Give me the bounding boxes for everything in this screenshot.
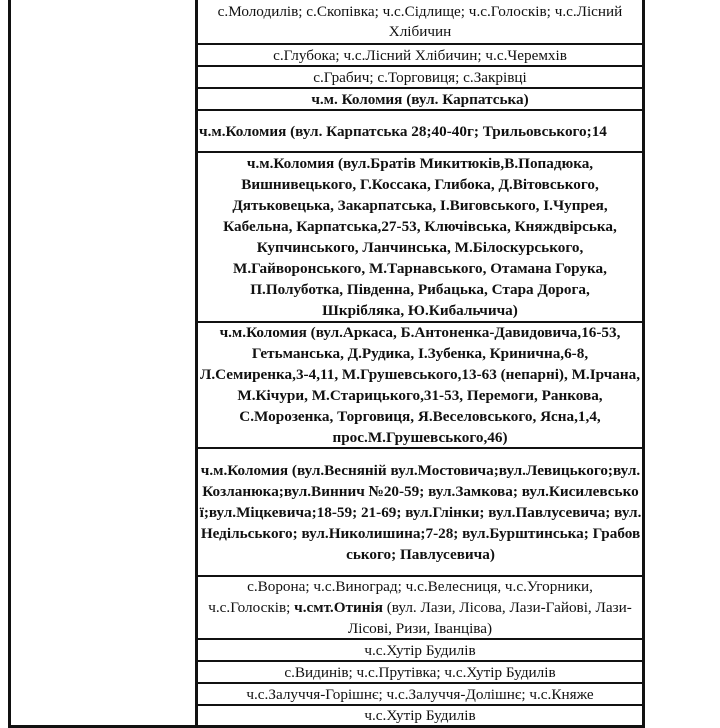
row-text-part: (вул. Лази, Лісова, Лази-Гайові, Лази-Лісові, Ризи, Іванціва): [347, 599, 632, 637]
row-text-bold-part: ч.смт.Отинія: [294, 599, 383, 616]
table-row: [198, 575, 642, 638]
row-text-part: с.Ворона; ч.с.Виноград; ч.с.Велесниця, ч.с.Угорники, ч.с.Голосків;: [208, 578, 593, 616]
table-row: ч.м.Коломия (вул. Карпатська 28;40-40г; Трильовського;14: [198, 109, 642, 151]
table-row: ч.м.Коломия (вул.Братів Микитюків,В.Попадюка, Вишнивецького, Г.Коссака, Глибока, Д.Вітовського, Дятьковецька, Закарпатська, І.Виговського, І.Чупрея, Кабельна, Карпатська,27-53, Ключівська, Княждвірська, Купчинського, Ланчинська, М.Білоскурського, М.Гайворонського, М.Тарнавського, Отамана Горука, П.Полуботка, Південна, Рибацька, Стара Дорога, Шкрібляка, Ю.Кибальчича): [198, 151, 642, 321]
table-row: с.Грабич; с.Торговиця; с.Закрівці: [198, 65, 642, 87]
table-row: ч.с.Хутір Будилів: [198, 638, 642, 660]
left-empty-cell: [11, 0, 198, 725]
settlements-table: [8, 0, 645, 728]
table-row: с.Молодилів; с.Скопівка; ч.с.Сідлище; ч.с.Голосків; ч.с.Лісний Хлібичин: [198, 0, 642, 43]
table-row: ч.м. Коломия (вул. Карпатська): [198, 87, 642, 109]
table-row: ч.с.Залуччя-Горішнє; ч.с.Залуччя-Долішнє; ч.с.Княже: [198, 682, 642, 704]
table-row: ч.с.Хутір Будилів: [198, 704, 642, 725]
settlements-column: [198, 0, 642, 725]
table-row: с.Глубока; ч.с.Лісний Хлібичин; ч.с.Черемхів: [198, 43, 642, 65]
table-row: ч.м.Коломия (вул.Весняній вул.Мостовича;вул.Левицького;вул.Козланюка;вул.Виннич №20-59; вул.Замкова; вул.Кисилевської;вул.Міцкевича;18-59; 21-69; вул.Глінки; вул.Павлусевича; вул.Недільського; вул.Николишина;7-28; вул.Бурштинська; Грабовського; Павлусевича): [198, 447, 642, 575]
table-row: с.Видинів; ч.с.Прутівка; ч.с.Хутір Будилів: [198, 660, 642, 682]
otyniia-row-text: [206, 576, 634, 638]
table-row: ч.м.Коломия (вул.Аркаса, Б.Антоненка-Давидовича,16-53, Гетьманська, Д.Рудика, І.Зубенка, Кринична,6-8, Л.Семиренка,3-4,11, М.Грушевського,13-63 (непарні), М.Ірчана, М.Кічури, М.Старицького,31-53, Перемоги, Ранкова, С.Морозенка, Торговиця, Я.Веселовського, Ясна,1,4, прос.М.Грушевського,46): [198, 321, 642, 447]
